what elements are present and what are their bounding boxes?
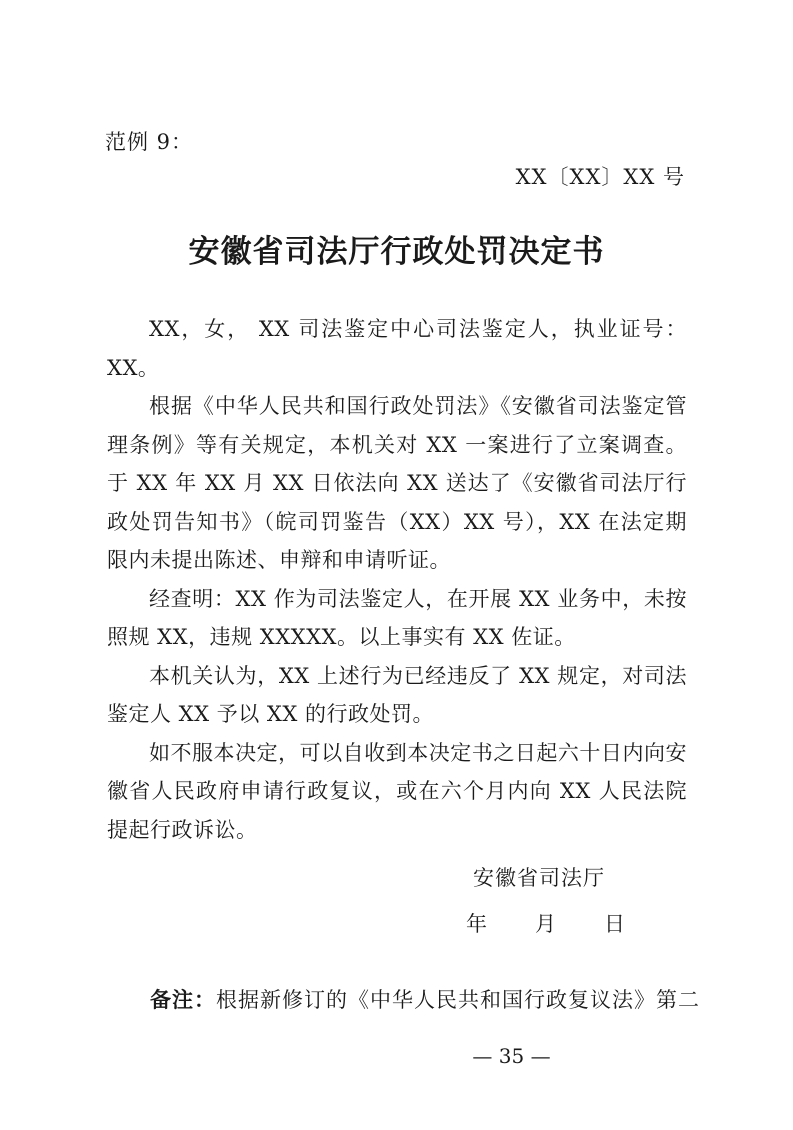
paragraph-party-info: XX，女， XX 司法鉴定中心司法鉴定人，执业证号：XX。 [107,317,687,380]
paragraph-findings: 经查明：XX 作为司法鉴定人，在开展 XX 业务中，未按照规 XX，违规 XXXXX。以上事实有 XX 佐证。 [107,586,687,649]
page-number: — 35 — [472,1044,551,1068]
paragraph-appeal-rights: 如不服本决定，可以自收到本决定书之日起六十日内向安徽省人民政府申请行政复议，或在六个月内向 XX 人民法院提起行政诉讼。 [107,740,687,842]
paragraph-legal-basis: 根据《中华人民共和国行政处罚法》《安徽省司法鉴定管理条例》等有关规定，本机关对 XX 一案进行了立案调查。于 XX 年 XX 月 XX 日依法向 XX 送达了《安徽省司法厅行政处罚告知书》（皖司罚鉴告（XX）XX 号），XX 在法定期限内未提出陈述、申辩和申请听证。 [107,394,687,572]
document-title: 安徽省司法厅行政处罚决定书 [188,234,605,270]
date-day-label: 日 [604,912,625,936]
remark-label: 备注： [150,988,216,1012]
remark-text: 根据新修订的《中华人民共和国行政复议法》第二 [216,988,700,1012]
date-year-label: 年 [466,912,487,936]
date-month-label: 月 [535,912,556,936]
document-number: XX〔XX〕XX 号 [515,165,685,189]
paragraph-decision: 本机关认为，XX 上述行为已经违反了 XX 规定，对司法鉴定人 XX 予以 XX 的行政处罚。 [107,663,687,726]
signature-organization: 安徽省司法厅 [473,866,605,890]
document-body [107,310,687,849]
example-label: 范例 9： [105,130,194,154]
signature-date [466,908,625,938]
remark [150,984,700,1014]
